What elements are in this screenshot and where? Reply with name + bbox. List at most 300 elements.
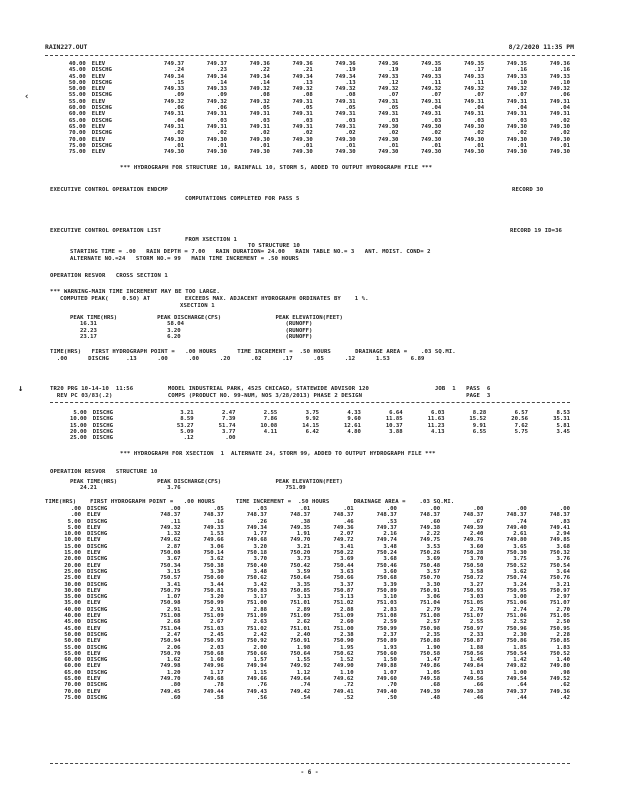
value-cell: 2.45 (210, 631, 224, 638)
value-cell: 3.24 (513, 581, 527, 588)
value-cell: 3.63 (340, 568, 354, 575)
time-cell: 60.00 (68, 105, 86, 112)
value-cell: 750.79 (160, 587, 181, 594)
hydrograph-header-2: TIME(HRS) FIRST HYDROGRAPH POINT = .00 HOURS TIME INCREMENT = .50 HOURS DRAINAGE AREA = .03 SQ.MI. (45, 499, 455, 505)
value-cell: .11 (431, 79, 442, 86)
value-cell: 750.92 (246, 638, 268, 645)
value-cell: 6.64 (389, 410, 403, 416)
value-cell: .07 (388, 92, 399, 99)
value-cell: 749.31 (335, 123, 356, 130)
value-cell: .03 (256, 506, 268, 512)
value-cell: 749.30 (249, 149, 270, 156)
value-cell: 749.30 (549, 136, 570, 143)
table-row (50, 149, 570, 155)
value-cell: 749.30 (549, 149, 570, 156)
value-cell: 2.00 (253, 644, 268, 651)
value-cell: 750.20 (290, 550, 311, 557)
value-cell: 1.05 (426, 669, 441, 676)
value-cell: .01 (216, 142, 227, 149)
value-cell: 749.31 (292, 111, 313, 118)
value-cell: .24 (174, 67, 185, 74)
value-cell: 749.30 (378, 149, 399, 156)
value-cell: .01 (388, 142, 399, 149)
time-cell: 50.00 (64, 631, 82, 638)
value-cell: 751.03 (203, 625, 224, 632)
page-header-line-2: REV PC 03/83(.2) COMPS (PRODUCT NO. 99-NUM, NOS 3/28/2013) PHASE 2 DESIGN PAGE 3 (50, 393, 491, 399)
value-cell: 2.63 (253, 619, 268, 626)
value-cell: 2.88 (340, 606, 354, 613)
value-cell: .52 (343, 694, 354, 701)
value-cell: 1.20 (166, 669, 181, 676)
value-cell: 5.81 (556, 422, 570, 429)
value-cell: 8.59 (180, 416, 194, 423)
value-cell: 3.67 (166, 556, 181, 563)
value-cell: 750.88 (419, 638, 441, 645)
value-cell: 749.32 (163, 98, 185, 105)
value-cell: 749.94 (246, 663, 268, 670)
value-cell: 750.86 (506, 638, 527, 645)
value-cell: .00 (516, 506, 527, 512)
page-header-line-1: TR20 PRG 10-14-10 11:56 MODEL INDUSTRIAL PARK, 4525 CHICAGO, STATEWIDE ADVISOR 120 JOB 1 PASS 6 (50, 386, 491, 392)
value-cell: 748.37 (290, 512, 311, 519)
value-cell: 749.30 (292, 136, 313, 143)
value-cell: 750.81 (203, 587, 224, 594)
value-cell: 749.31 (163, 111, 185, 118)
type-cell: ELEV (91, 61, 106, 67)
value-cell: 3.13 (340, 594, 354, 601)
value-cell: 9.60 (347, 416, 361, 423)
value-cell: 749.56 (463, 676, 484, 683)
type-cell: ELEV (87, 575, 101, 582)
value-cell: .83 (559, 518, 570, 525)
value-cell: 2.60 (340, 619, 354, 626)
value-cell: .15 (174, 79, 185, 86)
value-cell: 750.68 (203, 650, 224, 657)
value-cell: 2.97 (556, 594, 570, 601)
value-cell: .17 (474, 67, 485, 74)
value-cell: .68 (430, 682, 441, 689)
value-cell: 9.91 (472, 422, 487, 429)
type-cell: ELEV (91, 149, 106, 156)
type-cell: ELEV (87, 663, 101, 670)
value-cell: 1.07 (383, 669, 397, 676)
value-cell: 750.42 (290, 562, 311, 569)
peak-value: 23.17 (80, 333, 97, 340)
value-cell: 2.38 (340, 631, 354, 638)
value-cell: 10.08 (260, 422, 278, 429)
value-cell: 749.70 (160, 676, 181, 683)
value-cell: 749.82 (506, 663, 527, 670)
peak-value: (RUNOFF) (285, 327, 313, 334)
value-cell: 749.34 (206, 73, 227, 80)
value-cell: 749.36 (549, 688, 570, 695)
time-cell: 45.00 (64, 625, 82, 632)
value-cell: .02 (345, 130, 356, 137)
type-cell: ELEV (87, 650, 101, 657)
value-cell: 1.40 (556, 657, 570, 664)
value-cell: 2.37 (383, 631, 397, 638)
value-cell: 749.41 (333, 688, 354, 695)
value-cell: .00 (225, 435, 236, 442)
value-cell: 749.72 (333, 537, 354, 544)
value-cell: 749.34 (249, 73, 270, 80)
value-cell: 1.07 (166, 594, 181, 601)
type-cell: ELEV (87, 625, 101, 632)
value-cell: 750.24 (376, 550, 397, 557)
value-cell: 2.59 (383, 619, 397, 626)
value-cell (235, 435, 277, 441)
value-cell: 2.33 (469, 631, 484, 638)
value-cell: 749.64 (290, 676, 311, 683)
time-cell: 40.00 (64, 606, 82, 613)
value-cell: .14 (259, 79, 270, 86)
time-cell: 65.00 (68, 117, 86, 124)
value-cell: 748.37 (376, 512, 397, 519)
value-cell: 3.17 (253, 594, 268, 601)
value-cell: 749.62 (160, 537, 181, 544)
value-cell: .07 (516, 92, 528, 99)
value-cell: 750.48 (419, 562, 441, 569)
type-cell: ELEV (87, 676, 101, 683)
value-cell: 750.52 (549, 650, 570, 657)
margin-mark: ‹ (24, 92, 30, 102)
type-cell: DISCHG (87, 606, 108, 613)
table-row (45, 435, 570, 441)
value-cell: 3.35 (296, 581, 311, 588)
value-cell: .03 (345, 117, 356, 124)
value-cell: .02 (302, 130, 313, 137)
value-cell: 1.03 (469, 669, 484, 676)
value-cell: 748.37 (333, 512, 354, 519)
value-cell: .04 (431, 105, 442, 112)
type-cell: DISCHG (92, 416, 114, 423)
time-cell: 55.00 (68, 98, 86, 105)
value-cell: .23 (216, 67, 227, 74)
time-cell: 45.00 (68, 73, 86, 80)
value-cell: .12 (388, 79, 399, 86)
value-cell: .01 (302, 142, 313, 149)
value-cell: 749.31 (506, 111, 528, 118)
time-cell: 50.00 (68, 79, 86, 86)
value-cell: 750.87 (333, 587, 354, 594)
value-cell: 2.74 (513, 606, 527, 613)
value-cell: 751.09 (290, 613, 311, 620)
value-cell: 748.37 (203, 512, 224, 519)
time-cell: 70.00 (68, 136, 86, 143)
value-cell: 2.94 (556, 531, 570, 538)
value-cell: .98 (559, 669, 570, 676)
value-cell: .06 (174, 105, 185, 112)
value-cell: 749.32 (463, 86, 485, 93)
value-cell: .08 (345, 92, 356, 99)
time-cell: 15.00 (64, 550, 82, 557)
value-cell: .56 (256, 694, 268, 701)
value-cell: .70 (386, 682, 397, 689)
value-cell: 8.53 (556, 410, 570, 416)
time-cell: 50.00 (68, 86, 86, 93)
value-cell: 751.07 (549, 600, 570, 607)
time-cell: 50.00 (64, 638, 82, 645)
value-cell: 749.30 (549, 123, 570, 130)
value-cell: 6.57 (514, 410, 529, 416)
value-cell: 1.91 (296, 531, 311, 538)
value-cell: 2.89 (296, 606, 311, 613)
value-cell: 5.09 (180, 428, 194, 435)
value-cell: 3.44 (210, 581, 224, 588)
value-cell: 749.30 (463, 149, 485, 156)
value-cell: .67 (473, 518, 484, 525)
type-cell: DISCHG (87, 594, 108, 601)
value-cell: .03 (388, 117, 399, 124)
type-cell: DISCHG (87, 506, 108, 512)
value-cell: .00 (430, 506, 441, 512)
value-cell: .02 (559, 130, 570, 137)
value-cell: 3.06 (426, 594, 441, 601)
value-cell (444, 435, 486, 441)
value-cell: 749.34 (335, 73, 356, 80)
type-cell: DISCHG (91, 105, 112, 112)
value-cell: 750.97 (549, 587, 570, 594)
value-cell: 750.85 (290, 587, 311, 594)
value-cell: 749.38 (463, 688, 484, 695)
value-cell: 3.75 (513, 556, 527, 563)
peak-value: 3.20 (167, 327, 181, 334)
value-cell: 749.86 (419, 663, 441, 670)
value-cell: 749.36 (292, 61, 313, 67)
value-cell: 2.55 (263, 410, 278, 416)
value-cell: 3.20 (253, 543, 268, 550)
value-cell: 750.57 (160, 575, 181, 582)
value-cell: 749.30 (163, 136, 185, 143)
value-cell: 749.42 (290, 688, 311, 695)
value-cell: 749.33 (463, 73, 485, 80)
value-cell: .78 (213, 682, 224, 689)
value-cell: 750.56 (463, 650, 484, 657)
value-cell: .05 (259, 105, 270, 112)
value-cell: 749.33 (203, 524, 224, 531)
value-cell: 2.91 (166, 606, 181, 613)
value-cell: .80 (170, 682, 181, 689)
value-cell: .03 (259, 117, 270, 124)
value-cell: 749.30 (292, 149, 313, 156)
value-cell: 750.70 (419, 575, 441, 582)
value-cell: 750.60 (376, 650, 397, 657)
value-cell: 3.70 (469, 556, 484, 563)
value-cell: .74 (516, 518, 527, 525)
value-cell: 749.35 (421, 61, 442, 67)
value-cell: 3.60 (383, 568, 397, 575)
time-cell: 75.00 (68, 142, 86, 149)
hydrograph-notice-1: *** HYDROGRAPH FOR STRUCTURE 10, RAINFALL 10, STORM 5, ADDED TO OUTPUT HYDROGRAPH FILE *** (120, 165, 433, 171)
value-cell: .04 (559, 105, 570, 112)
value-cell: 1.47 (426, 657, 441, 664)
type-cell: ELEV (87, 587, 101, 594)
value-cell: 748.37 (506, 512, 527, 519)
value-cell: 2.07 (340, 531, 354, 538)
page-header (45, 43, 574, 53)
value-cell: .05 (213, 506, 224, 512)
value-cell: 750.70 (160, 650, 181, 657)
value-cell: 749.31 (463, 98, 485, 105)
type-cell: DISCHG (91, 130, 112, 137)
value-cell: 1.62 (166, 657, 181, 664)
time-cell: 65.00 (64, 669, 82, 676)
time-cell: 65.00 (68, 123, 86, 130)
value-cell (403, 435, 445, 441)
time-cell: 30.00 (64, 587, 82, 594)
value-cell: .01 (474, 142, 485, 149)
value-cell: 749.31 (506, 98, 528, 105)
time-cell: 25.00 (69, 435, 87, 442)
value-cell: 1.53 (210, 531, 224, 538)
value-cell: .66 (473, 682, 484, 689)
value-cell: 750.72 (463, 575, 484, 582)
value-cell: 3.41 (166, 581, 181, 588)
value-cell: 750.93 (203, 638, 224, 645)
value-cell: 749.31 (549, 98, 570, 105)
type-cell: ELEV (87, 613, 101, 620)
value-cell: .03 (516, 117, 528, 124)
value-cell: .01 (559, 142, 570, 149)
value-cell: 749.31 (335, 111, 356, 118)
peak-column-header: PEAK DISCHARGE(CFS) (157, 315, 222, 321)
value-cell: 53.27 (176, 422, 194, 429)
value-cell: .44 (516, 694, 527, 701)
warning-xsection: XSECTION 1 (180, 303, 215, 309)
value-cell: .72 (343, 682, 354, 689)
value-cell: 749.32 (421, 86, 442, 93)
value-cell: 751.05 (463, 600, 484, 607)
value-cell: 749.39 (463, 524, 484, 531)
value-cell: 2.47 (166, 631, 181, 638)
value-cell: .42 (559, 694, 570, 701)
value-cell: 749.41 (549, 524, 570, 531)
value-cell: 750.64 (290, 575, 311, 582)
type-cell: DISCHG (92, 410, 114, 416)
peak-row (70, 334, 400, 340)
value-cell: 749.30 (335, 149, 356, 156)
value-cell: 750.50 (463, 562, 484, 569)
value-cell: 749.31 (378, 111, 399, 118)
value-cell: 751.01 (290, 600, 311, 607)
type-cell: ELEV (91, 86, 106, 93)
value-cell: 751.09 (203, 613, 224, 620)
value-cell: 4.80 (347, 428, 361, 435)
type-cell: ELEV (87, 562, 101, 569)
value-cell: 750.96 (506, 625, 527, 632)
value-cell: 749.75 (419, 537, 441, 544)
value-cell: 750.64 (290, 650, 311, 657)
value-cell: .60 (170, 694, 181, 701)
value-cell: 749.33 (206, 86, 227, 93)
value-cell: .19 (388, 67, 399, 74)
time-cell: 25.00 (64, 568, 82, 575)
value-cell: 3.69 (340, 556, 354, 563)
value-cell: 9.92 (305, 416, 320, 423)
value-cell: 750.89 (376, 587, 397, 594)
value-cell: 750.34 (160, 562, 181, 569)
value-cell: 749.98 (160, 663, 181, 670)
value-cell: .04 (174, 117, 185, 124)
value-cell: .11 (170, 518, 181, 525)
value-cell: 749.30 (421, 123, 442, 130)
value-cell: .03 (302, 117, 313, 124)
file-name: RAIN227.OUT (45, 43, 88, 51)
table-row (45, 695, 570, 701)
value-cell: 1.17 (210, 669, 224, 676)
value-cell: 750.40 (246, 562, 268, 569)
value-cell: 2.03 (210, 644, 224, 651)
time-cell: 70.00 (64, 688, 82, 695)
value-cell: 749.37 (206, 61, 227, 67)
value-cell: 1.90 (426, 644, 441, 651)
value-cell: 3.15 (166, 568, 181, 575)
value-cell: 749.33 (163, 86, 185, 93)
value-cell: 750.94 (160, 638, 181, 645)
type-cell: ELEV (87, 550, 101, 557)
value-cell: 11.23 (427, 422, 445, 429)
value-cell: .02 (216, 130, 227, 137)
value-cell: 749.32 (378, 86, 399, 93)
type-cell: DISCHG (87, 619, 108, 626)
value-cell: 749.30 (163, 149, 185, 156)
time-cell: 20.00 (64, 556, 82, 563)
value-cell: 1.45 (469, 657, 484, 664)
value-cell: 3.64 (556, 568, 570, 575)
value-cell: 2.62 (296, 619, 311, 626)
value-cell: 2.83 (383, 606, 397, 613)
type-cell: DISCHG (87, 694, 108, 701)
value-cell: .05 (345, 105, 356, 112)
value-cell (528, 435, 570, 441)
value-cell: 749.34 (292, 73, 313, 80)
value-cell: 749.31 (421, 111, 442, 118)
value-cell: 3.65 (513, 543, 527, 550)
value-cell: 3.30 (210, 568, 224, 575)
value-cell: 749.32 (206, 98, 227, 105)
value-cell: .02 (431, 130, 442, 137)
value-cell: 749.31 (163, 123, 185, 130)
value-cell: 749.30 (421, 136, 442, 143)
value-cell: 2.22 (426, 531, 441, 538)
time-cell: 60.00 (64, 657, 82, 664)
value-cell: 749.44 (203, 688, 224, 695)
value-cell: 749.32 (160, 524, 181, 531)
value-cell: .13 (302, 79, 313, 86)
value-cell: .46 (343, 518, 354, 525)
type-cell: ELEV (91, 136, 106, 143)
value-cell: 51.74 (218, 422, 236, 429)
time-cell: 75.00 (68, 149, 86, 156)
value-cell: 6.42 (305, 428, 320, 435)
value-cell: 749.31 (249, 111, 270, 118)
time-cell: .00 (70, 506, 82, 512)
value-cell: 750.89 (376, 638, 397, 645)
value-cell: 749.39 (419, 688, 441, 695)
value-cell: 749.66 (203, 537, 224, 544)
value-cell: 750.62 (333, 650, 354, 657)
time-cell: 65.00 (64, 676, 82, 683)
value-cell (486, 435, 528, 441)
value-cell: 749.31 (463, 111, 485, 118)
value-cell: 749.43 (246, 688, 268, 695)
time-cell: 15.00 (69, 422, 87, 429)
value-cell: 751.02 (333, 600, 354, 607)
value-cell: 750.08 (160, 550, 181, 557)
value-cell: 749.30 (421, 149, 442, 156)
value-cell (361, 435, 403, 441)
value-cell: 2.68 (166, 619, 181, 626)
